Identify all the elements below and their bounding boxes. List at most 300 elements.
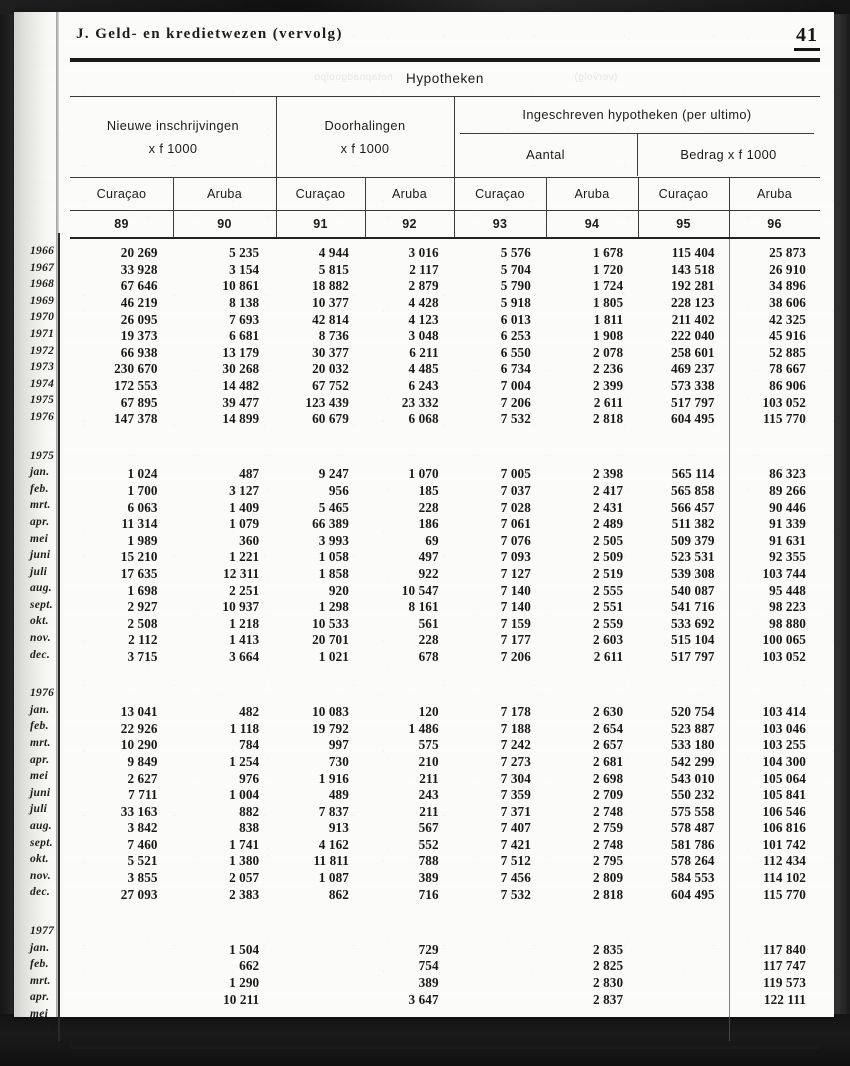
block-year-label: 1977 <box>30 924 55 937</box>
table-cell: 1 118 <box>229 720 260 736</box>
table-cell: 100 065 <box>762 632 806 648</box>
row-label: 1967 <box>30 261 55 274</box>
table-cell: 539 308 <box>671 565 715 581</box>
table-cell: 541 716 <box>671 599 715 615</box>
table-cell: 2 630 <box>593 704 624 720</box>
table-cell: 976 <box>239 770 260 786</box>
table-cell: 5 521 <box>127 853 158 869</box>
table-cell: 3 154 <box>229 261 260 277</box>
table-cell: 1 218 <box>229 615 260 631</box>
table-cell: 78 667 <box>769 361 806 377</box>
table-cell: 1 700 <box>127 483 158 499</box>
table-cell: 1 290 <box>229 975 260 991</box>
table-row <box>30 377 820 395</box>
table-cell: 3 664 <box>229 648 260 664</box>
page-header <box>58 26 820 52</box>
table-cell: 2 519 <box>593 565 624 581</box>
table-cell: 52 885 <box>769 344 806 360</box>
table-cell: 67 752 <box>312 378 349 394</box>
table-cell: 114 102 <box>763 870 806 886</box>
table-cell: 34 896 <box>769 278 806 294</box>
table-row <box>30 410 820 428</box>
table-cell: 2 795 <box>593 853 624 869</box>
table-cell: 67 895 <box>120 394 158 410</box>
table-cell: 8 138 <box>229 295 260 311</box>
table-cell: 7 188 <box>500 720 531 736</box>
table-cell: 115 770 <box>763 411 806 427</box>
table-cell <box>453 975 545 992</box>
table-cell: 20 269 <box>120 245 158 261</box>
table-cell: 115 770 <box>763 886 806 902</box>
table-cell: 578 487 <box>671 820 715 836</box>
table-cell <box>729 1008 820 1025</box>
row-label: apr. <box>30 753 50 766</box>
table-cell: 584 553 <box>671 870 715 886</box>
column-number-96: 96 <box>767 217 782 231</box>
table-cell: 662 <box>239 958 260 974</box>
table-cell: 550 232 <box>671 787 715 803</box>
table-cell <box>637 975 728 992</box>
table-cell: 13 041 <box>120 704 158 720</box>
page-number: 41 <box>794 24 820 51</box>
row-label: dec. <box>30 648 51 661</box>
paper-sheet <box>14 12 834 1037</box>
table-cell: 1 504 <box>229 941 260 957</box>
table-cell <box>70 991 172 1008</box>
row-label: juli <box>30 803 48 816</box>
table-cell <box>70 958 172 975</box>
table-cell: 92 355 <box>769 549 806 565</box>
table-cell: 222 040 <box>671 328 715 344</box>
table-cell: 573 338 <box>671 378 715 394</box>
subgroup-header-aantal: Aantal <box>526 147 565 163</box>
table-cell: 7 004 <box>500 378 531 394</box>
table-cell: 7 532 <box>500 411 531 427</box>
table-cell: 33 163 <box>120 803 158 819</box>
table-cell: 117 747 <box>763 958 806 974</box>
table-cell: 230 670 <box>114 361 158 377</box>
row-label: 1966 <box>30 245 55 257</box>
table-cell: 543 010 <box>671 770 715 786</box>
table-cell: 2 681 <box>593 753 624 769</box>
table-cell: 103 052 <box>762 394 806 410</box>
row-label: 1969 <box>30 294 55 307</box>
table-cell: 7 177 <box>500 632 531 648</box>
table-cell: 5 576 <box>500 245 531 261</box>
table-row <box>30 648 820 666</box>
table-cell: 119 573 <box>763 975 806 991</box>
group-header-row <box>70 97 820 177</box>
table-cell: 8 736 <box>318 328 349 344</box>
table-cell: 106 816 <box>762 820 806 836</box>
table-cell: 117 840 <box>763 941 806 957</box>
table-cell: 882 <box>239 803 260 819</box>
table-cell: 469 237 <box>671 361 715 377</box>
table-cell: 1 004 <box>229 787 260 803</box>
table-cell: 147 378 <box>114 411 158 427</box>
column-header-90: Aruba <box>206 187 243 201</box>
table-cell: 186 <box>418 516 439 532</box>
table-cell: 42 325 <box>769 311 806 327</box>
row-label: apr. <box>30 991 50 1004</box>
table-cell: 20 032 <box>312 361 349 377</box>
table-row <box>30 869 820 887</box>
table-row <box>30 261 820 279</box>
table-cell: 228 <box>418 632 439 648</box>
table-cell: 11 811 <box>313 853 349 869</box>
table-cell <box>637 1025 728 1042</box>
row-label: 1971 <box>30 327 55 340</box>
table-cell: 7 159 <box>500 615 531 631</box>
table-cell: 7 460 <box>127 836 158 852</box>
table-cell: 7 371 <box>500 803 531 819</box>
row-label: mei <box>30 1007 49 1020</box>
table-cell: 2 837 <box>593 991 624 1007</box>
table-cell: 101 742 <box>762 836 806 852</box>
table-cell: 389 <box>418 870 439 886</box>
table-cell: 115 404 <box>671 245 715 261</box>
table-cell: 1 254 <box>229 753 260 769</box>
row-label: mei <box>30 770 49 783</box>
row-label: mrt. <box>30 499 51 512</box>
table-cell: 729 <box>418 941 439 957</box>
table-cell: 12 311 <box>223 565 260 581</box>
table-cell: 7 178 <box>500 704 531 720</box>
table-cell: 3 715 <box>127 648 158 664</box>
table-cell: 6 734 <box>500 361 531 377</box>
table-cell: 2 818 <box>593 411 624 427</box>
table-cell <box>273 958 363 975</box>
block-year-label-row <box>30 449 820 467</box>
row-label: juni <box>30 1024 51 1037</box>
table-cell: 105 064 <box>762 770 806 786</box>
table-cell: 95 448 <box>769 582 806 598</box>
table-row <box>30 632 820 649</box>
row-label: 1975 <box>30 394 55 407</box>
table-cell: 14 899 <box>222 411 260 427</box>
table-cell: 2 417 <box>593 483 624 499</box>
table-cell: 14 482 <box>222 378 260 394</box>
table-cell: 103 414 <box>762 704 806 720</box>
table-cell: 60 679 <box>312 411 349 427</box>
table-cell <box>273 942 363 959</box>
table-cell: 2 825 <box>593 958 624 974</box>
column-number-90: 90 <box>217 217 232 231</box>
table-cell: 19 373 <box>120 328 158 344</box>
table-cell: 1 486 <box>408 720 439 736</box>
table-cell: 10 211 <box>223 991 260 1007</box>
table-cell: 7 407 <box>500 820 531 836</box>
table-cell <box>70 975 172 992</box>
table-cell: 228 123 <box>671 295 715 311</box>
column-header-91: Curaçao <box>295 187 346 201</box>
row-label: juni <box>30 549 51 562</box>
table-cell: 578 264 <box>671 853 715 869</box>
block-year-label-row <box>30 687 820 704</box>
table-cell: 3 016 <box>408 245 439 261</box>
table-cell: 1 380 <box>229 853 260 869</box>
row-label: aug. <box>30 820 52 832</box>
table-cell: 45 916 <box>769 328 806 344</box>
table-cell: 561 <box>418 615 439 631</box>
table-cell <box>545 1025 637 1042</box>
table-row <box>30 958 820 975</box>
table-cell: 7 061 <box>500 516 531 532</box>
table-cell: 716 <box>418 886 439 902</box>
table-cell: 211 <box>419 803 439 819</box>
column-header-93: Curaçao <box>475 187 525 201</box>
table-bottom-rule <box>70 1045 820 1049</box>
table-cell: 523 887 <box>671 720 715 736</box>
table-cell: 2 078 <box>593 344 624 360</box>
table-cell: 542 299 <box>671 753 715 769</box>
table-cell: 1 021 <box>318 648 349 664</box>
row-label: nov. <box>30 632 51 645</box>
table-cell: 7 206 <box>500 648 531 664</box>
table-cell: 2 508 <box>127 615 158 631</box>
row-label: feb. <box>30 482 49 495</box>
table-cell: 1 811 <box>593 311 624 327</box>
table-cell: 5 704 <box>500 261 531 277</box>
table-row <box>30 549 820 566</box>
table-super-header: Hypotheken <box>405 71 485 86</box>
table-cell: 1 058 <box>318 549 349 565</box>
row-label: feb. <box>30 720 49 733</box>
table-row <box>30 394 820 411</box>
table-cell: 7 532 <box>500 886 531 902</box>
table-row <box>30 482 820 500</box>
table-cell: 2 809 <box>593 870 624 886</box>
table-cell: 6 068 <box>408 411 439 427</box>
row-label: jan. <box>30 466 50 479</box>
table-cell: 7 005 <box>500 466 531 482</box>
table-cell <box>172 1008 274 1025</box>
table-cell: 523 531 <box>671 549 715 565</box>
table-cell: 7 837 <box>318 803 349 819</box>
table-cell: 2 555 <box>593 582 624 598</box>
table-cell: 98 880 <box>769 615 806 631</box>
table-cell: 533 692 <box>671 615 715 631</box>
column-header-92: Aruba <box>391 187 428 201</box>
block-gap <box>70 428 820 450</box>
table-cell <box>637 958 728 975</box>
table-cell: 1 908 <box>593 328 624 344</box>
row-label: mrt. <box>30 737 51 750</box>
table-cell: 67 646 <box>120 278 158 294</box>
row-label: 1970 <box>30 311 55 324</box>
table-cell: 2 383 <box>229 886 260 902</box>
table-cell: 1 221 <box>229 549 260 565</box>
table-cell: 2 251 <box>229 582 260 598</box>
row-label: sept. <box>30 836 53 849</box>
table-cell: 7 456 <box>500 870 531 886</box>
table-cell: 103 744 <box>762 565 806 581</box>
table-cell: 1 079 <box>229 516 260 532</box>
table-cell: 69 <box>425 532 439 548</box>
table-cell: 17 635 <box>120 565 158 581</box>
block-gap <box>70 903 820 925</box>
table-cell: 581 786 <box>671 836 715 852</box>
row-label: juni <box>30 786 51 799</box>
column-header-95: Curaçao <box>658 187 709 201</box>
table-cell: 4 123 <box>408 311 439 327</box>
table-cell: 6 550 <box>500 344 531 360</box>
table-cell: 2 505 <box>593 532 624 548</box>
table-cell: 5 918 <box>500 295 531 311</box>
table-cell: 1 741 <box>229 836 260 852</box>
table-row <box>30 361 820 378</box>
row-label: juli <box>30 565 48 578</box>
table-row <box>30 703 820 721</box>
table-cell: 1 413 <box>229 632 260 648</box>
table-cell: 103 046 <box>762 720 806 736</box>
table-cell: 86 323 <box>769 466 806 482</box>
table-cell: 26 095 <box>120 311 158 327</box>
table-cell: 1 409 <box>229 499 260 515</box>
table-cell: 15 210 <box>120 549 158 565</box>
row-label: okt. <box>30 615 49 628</box>
table-cell: 3 993 <box>318 532 349 548</box>
table-row <box>30 991 820 1008</box>
table-row <box>30 499 820 516</box>
table-cell: 27 093 <box>120 886 158 902</box>
table-cell: 2 759 <box>593 820 624 836</box>
table-cell: 6 013 <box>500 311 531 327</box>
table-cell: 2 431 <box>593 499 624 515</box>
table-cell: 2 835 <box>593 941 624 957</box>
table-cell: 13 179 <box>222 344 260 360</box>
table-cell: 540 087 <box>671 582 715 598</box>
column-number-93: 93 <box>492 217 508 231</box>
table-cell: 575 558 <box>671 803 715 819</box>
column-number-95: 95 <box>676 217 691 231</box>
table-cell: 123 439 <box>305 394 349 410</box>
table-cell: 9 849 <box>127 753 158 769</box>
table-cell: 754 <box>418 958 439 974</box>
table-row <box>30 532 820 550</box>
table-cell: 2 830 <box>593 975 624 991</box>
table-cell: 9 247 <box>318 466 349 482</box>
row-label: 1976 <box>30 410 55 423</box>
row-label: 1972 <box>30 344 55 357</box>
table-row <box>30 836 820 854</box>
table-cell <box>172 1025 274 1042</box>
table-cell: 91 631 <box>769 532 806 548</box>
table-cell: 6 681 <box>229 328 260 344</box>
table-cell: 20 701 <box>312 632 349 648</box>
table-cell: 520 754 <box>671 704 715 720</box>
table-cell <box>453 942 545 959</box>
table-cell: 2 117 <box>409 261 439 277</box>
table-row <box>30 582 820 599</box>
table-cell <box>273 1025 363 1042</box>
table-cell: 3 127 <box>229 483 260 499</box>
table-cell: 1 989 <box>127 532 158 548</box>
table-cell: 89 266 <box>769 483 806 499</box>
table-row <box>30 720 820 737</box>
table-cell: 105 841 <box>762 787 806 803</box>
table-cell: 565 858 <box>671 483 715 499</box>
table-cell: 1 024 <box>127 466 158 482</box>
table-cell: 228 <box>418 499 439 515</box>
table-cell: 7 076 <box>500 532 531 548</box>
table-cell: 1 298 <box>318 599 349 615</box>
table-cell: 112 434 <box>763 853 806 869</box>
table-cell: 360 <box>239 532 260 548</box>
table-cell: 489 <box>328 787 349 803</box>
table-cell: 2 611 <box>593 648 624 664</box>
table-cell: 1 678 <box>593 245 624 261</box>
table-cell: 862 <box>328 886 349 902</box>
table-row <box>30 294 820 312</box>
table-cell: 1 858 <box>318 565 349 581</box>
table-cell: 1 698 <box>127 582 158 598</box>
row-label: aug. <box>30 582 52 595</box>
page-title: J. Geld- en kredietwezen (vervolg) <box>76 26 343 42</box>
table-cell: 5 235 <box>229 245 260 261</box>
row-label: mrt. <box>30 974 51 987</box>
table-cell: 7 512 <box>500 853 531 869</box>
table-cell: 210 <box>418 753 439 769</box>
table-row <box>30 820 820 837</box>
table-cell: 22 926 <box>120 720 158 736</box>
table-cell: 243 <box>418 787 439 803</box>
table-row <box>30 344 820 362</box>
table-cell: 509 379 <box>671 532 715 548</box>
table-cell: 2 698 <box>593 770 624 786</box>
table-cell: 10 290 <box>120 737 158 753</box>
table-cell: 7 359 <box>500 787 531 803</box>
table-cell: 511 382 <box>671 516 715 532</box>
table-cell: 46 219 <box>120 295 158 311</box>
table-cell <box>453 958 545 975</box>
column-header-89: Curaçao <box>96 187 147 201</box>
table-cell: 1 720 <box>593 261 624 277</box>
table-cell: 730 <box>328 753 349 769</box>
statistics-table <box>30 58 820 1049</box>
table-cell: 3 855 <box>127 870 158 886</box>
table-cell: 11 314 <box>121 516 158 532</box>
table-cell: 389 <box>418 975 439 991</box>
table-cell: 23 332 <box>401 394 439 410</box>
table-cell: 997 <box>328 737 349 753</box>
table-cell: 211 402 <box>671 311 715 327</box>
table-cell: 33 928 <box>120 261 158 277</box>
table-cell: 4 162 <box>318 836 349 852</box>
table-cell <box>70 942 172 959</box>
group-label: Ingeschreven hypotheken (per ultimo) <box>522 107 752 122</box>
table-cell: 6 211 <box>409 344 439 360</box>
table-cell: 6 243 <box>408 378 439 394</box>
table-cell <box>453 1008 545 1025</box>
table-row <box>30 327 820 345</box>
group-header-doorhalingen <box>276 97 454 177</box>
binding-gutter <box>14 12 58 1017</box>
table-cell: 2 654 <box>593 720 624 736</box>
table-row <box>30 786 820 804</box>
table-cell: 120 <box>418 704 439 720</box>
table-row <box>30 615 820 632</box>
table-cell: 86 906 <box>769 378 806 394</box>
table-cell: 2 748 <box>593 803 624 819</box>
block-year-label: 1975 <box>30 449 55 462</box>
table-row <box>30 278 820 295</box>
table-row <box>30 1024 820 1042</box>
column-number-92: 92 <box>402 217 417 231</box>
table-cell: 7 093 <box>500 549 531 565</box>
table-cell: 2 236 <box>593 361 624 377</box>
row-label: 1973 <box>30 361 55 374</box>
